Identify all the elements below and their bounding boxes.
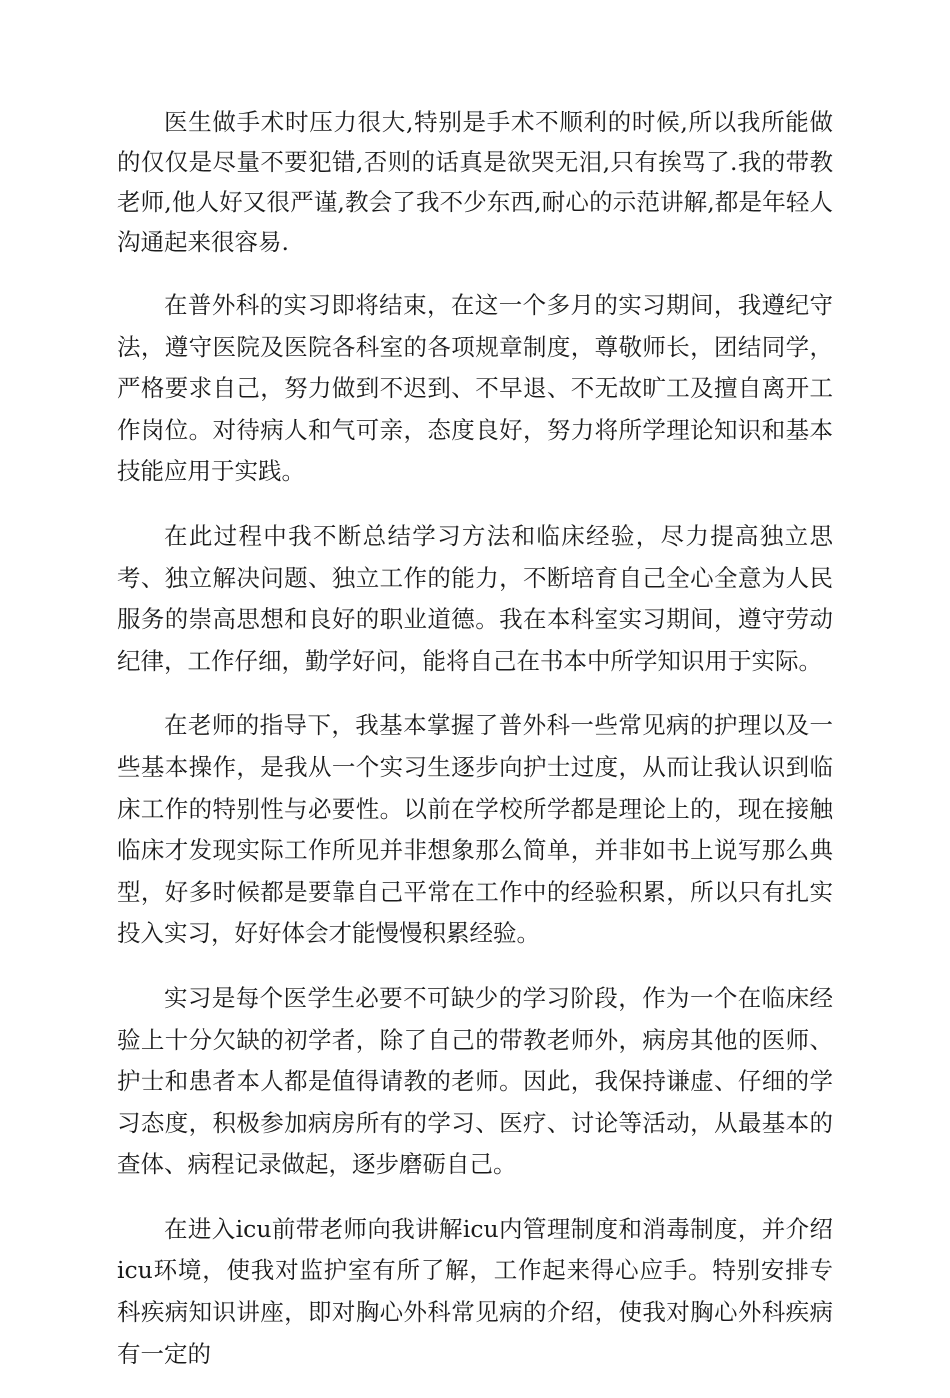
paragraph: 在老师的指导下，我基本掌握了普外科一些常见病的护理以及一些基本操作，是我从一个实习生逐步向护士过度，从而让我认识到临床工作的特别性与必要性。以前在学校所学都是理论上的，现在接触临床才发现实际工作所见并非想象那么简单，并非如书上说写那么典型，好多时候都是要靠自己平常在工作中的经验积累，所以只有扎实投入实习，好好体会才能慢慢积累经验。: [117, 711, 833, 948]
paragraph: 在进入icu前带老师向我讲解icu内管理制度和消毒制度，并介绍icu环境，使我对监护室有所了解，工作起来得心应手。特别安排专科疾病知识讲座，即对胸心外科常见病的介绍，使我对胸心外科疾病有一定的: [117, 1214, 833, 1368]
paragraph: 实习是每个医学生必要不可缺少的学习阶段，作为一个在临床经验上十分欠缺的初学者，除了自己的带教老师外，病房其他的医师、护士和患者本人都是值得请教的老师。因此，我保持谦虚、仔细的学习态度，积极参加病房所有的学习、医疗、讨论等活动，从最基本的查体、病程记录做起，逐步磨砺自己。: [117, 983, 833, 1179]
paragraph: 在此过程中我不断总结学习方法和临床经验，尽力提高独立思考、独立解决问题、独立工作的能力，不断培育自己全心全意为人民服务的崇高思想和良好的职业道德。我在本科室实习期间，遵守劳动纪律，工作仔细，勤学好问，能将自己在书本中所学知识用于实际。: [117, 521, 833, 675]
paragraph: 医生做手术时压力很大,特别是手术不顺利的时候,所以我所能做的仅仅是尽量不要犯错,否则的话真是欲哭无泪,只有挨骂了.我的带教老师,他人好又很严谨,教会了我不少东西,耐心的示范讲解,都是年轻人沟通起来很容易.: [117, 108, 833, 256]
document-body: [117, 102, 833, 1398]
paragraph: 在普外科的实习即将结束，在这一个多月的实习期间，我遵纪守法，遵守医院及医院各科室的各项规章制度，尊敬师长，团结同学，严格要求自己，努力做到不迟到、不早退、不无故旷工及擅自离开工作岗位。对待病人和气可亲，态度良好，努力将所学理论知识和基本技能应用于实践。: [117, 291, 833, 486]
